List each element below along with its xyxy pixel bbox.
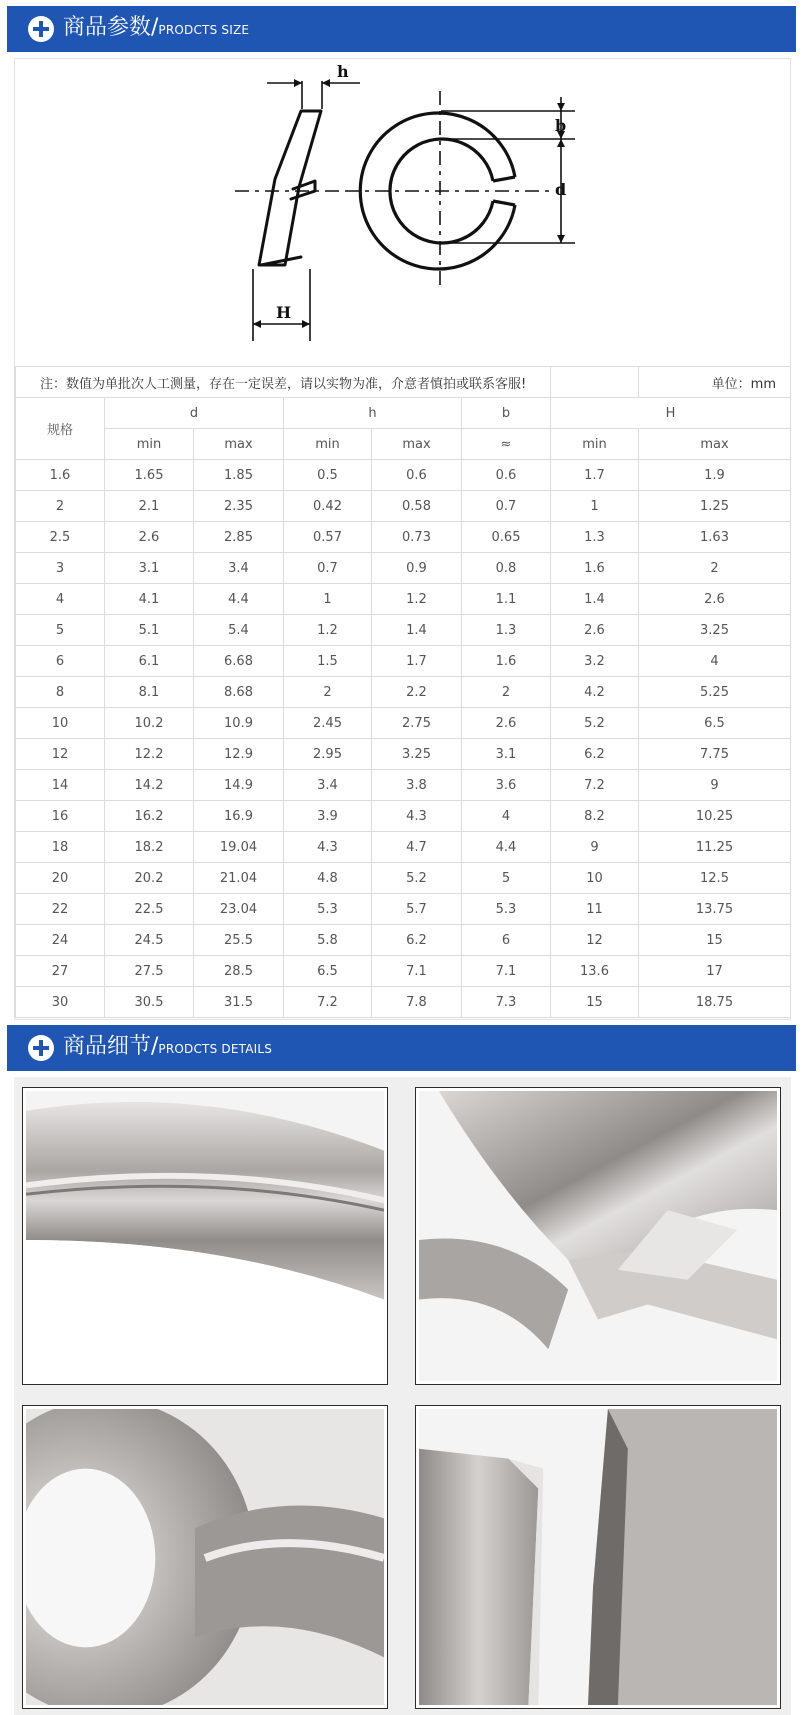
header-group-d: d <box>105 398 284 429</box>
detail-photo-1 <box>22 1087 388 1385</box>
detail-photo-2 <box>415 1087 781 1385</box>
cell-h-max: 1.7 <box>372 646 462 677</box>
cell-h-max: 3.25 <box>372 739 462 770</box>
cell-b-approx: 7.1 <box>462 956 551 987</box>
table-row <box>16 956 791 987</box>
section-title <box>63 1033 272 1063</box>
cell-d-min: 14.2 <box>105 770 194 801</box>
subheader-b-approx: ≈ <box>462 429 551 460</box>
cell-d-max: 25.5 <box>194 925 284 956</box>
cell-spec: 2.5 <box>16 522 105 553</box>
header-spec: 规格 <box>16 398 105 460</box>
table-row <box>16 925 791 956</box>
plus-circle-icon <box>28 16 54 42</box>
cell-d-max: 4.4 <box>194 584 284 615</box>
cell-h-max: 0.6 <box>372 460 462 491</box>
table-row <box>16 708 791 739</box>
cell-d-min: 4.1 <box>105 584 194 615</box>
cell-h-min: 5.8 <box>284 925 372 956</box>
cell-H-max: 9 <box>639 770 791 801</box>
cell-H-min: 5.2 <box>551 708 639 739</box>
table-row <box>16 522 791 553</box>
cell-h-min: 7.2 <box>284 987 372 1018</box>
cell-spec: 4 <box>16 584 105 615</box>
spec-panel <box>14 58 791 1020</box>
cell-H-min: 10 <box>551 863 639 894</box>
note-row <box>16 367 791 398</box>
table-row <box>16 646 791 677</box>
cell-H-min: 9 <box>551 832 639 863</box>
cell-H-max: 12.5 <box>639 863 791 894</box>
cell-H-max: 10.25 <box>639 801 791 832</box>
cell-d-min: 20.2 <box>105 863 194 894</box>
note-text: 注：数值为单批次人工测量，存在一定误差，请以实物为准，介意者慎拍或联系客服! <box>16 367 551 398</box>
table-row <box>16 553 791 584</box>
cell-H-max: 1.9 <box>639 460 791 491</box>
cell-d-min: 18.2 <box>105 832 194 863</box>
cell-d-max: 2.85 <box>194 522 284 553</box>
cell-d-min: 3.1 <box>105 553 194 584</box>
cell-spec: 12 <box>16 739 105 770</box>
cell-h-max: 7.1 <box>372 956 462 987</box>
cell-H-max: 4 <box>639 646 791 677</box>
cell-b-approx: 1.3 <box>462 615 551 646</box>
table-row <box>16 677 791 708</box>
cell-h-max: 5.2 <box>372 863 462 894</box>
washer-dimension-diagram <box>15 59 790 366</box>
table-row <box>16 584 791 615</box>
label-h: h <box>337 62 349 81</box>
cell-d-max: 3.4 <box>194 553 284 584</box>
cell-d-min: 1.65 <box>105 460 194 491</box>
cell-H-min: 1.6 <box>551 553 639 584</box>
label-b: b <box>555 116 567 135</box>
section-banner-details <box>7 1025 796 1071</box>
header-group-h: h <box>284 398 462 429</box>
cell-h-min: 3.9 <box>284 801 372 832</box>
cell-b-approx: 1.6 <box>462 646 551 677</box>
cell-h-min: 4.8 <box>284 863 372 894</box>
cell-b-approx: 0.65 <box>462 522 551 553</box>
cell-h-max: 1.4 <box>372 615 462 646</box>
table-row <box>16 491 791 522</box>
cell-h-max: 1.2 <box>372 584 462 615</box>
cell-d-min: 27.5 <box>105 956 194 987</box>
cell-h-min: 0.7 <box>284 553 372 584</box>
cell-b-approx: 3.1 <box>462 739 551 770</box>
cell-h-min: 5.3 <box>284 894 372 925</box>
cell-H-max: 1.63 <box>639 522 791 553</box>
cell-d-max: 12.9 <box>194 739 284 770</box>
cell-h-min: 6.5 <box>284 956 372 987</box>
cell-H-min: 8.2 <box>551 801 639 832</box>
cell-h-min: 2.45 <box>284 708 372 739</box>
cell-h-max: 7.8 <box>372 987 462 1018</box>
cell-h-min: 4.3 <box>284 832 372 863</box>
table-row <box>16 770 791 801</box>
cell-h-min: 3.4 <box>284 770 372 801</box>
cell-H-min: 1 <box>551 491 639 522</box>
cell-H-max: 2 <box>639 553 791 584</box>
cell-d-max: 21.04 <box>194 863 284 894</box>
cell-H-min: 11 <box>551 894 639 925</box>
cell-d-min: 10.2 <box>105 708 194 739</box>
cell-h-min: 1.5 <box>284 646 372 677</box>
cell-d-max: 10.9 <box>194 708 284 739</box>
cell-d-max: 2.35 <box>194 491 284 522</box>
cell-d-min: 16.2 <box>105 801 194 832</box>
cell-b-approx: 5 <box>462 863 551 894</box>
cell-b-approx: 2.6 <box>462 708 551 739</box>
section-banner-size <box>7 6 796 52</box>
cell-d-max: 1.85 <box>194 460 284 491</box>
cell-H-max: 15 <box>639 925 791 956</box>
section-title-main: 商品细节/ <box>63 1034 159 1059</box>
cell-H-max: 2.6 <box>639 584 791 615</box>
cell-d-min: 24.5 <box>105 925 194 956</box>
cell-b-approx: 5.3 <box>462 894 551 925</box>
cell-d-max: 16.9 <box>194 801 284 832</box>
cell-H-min: 3.2 <box>551 646 639 677</box>
cell-spec: 5 <box>16 615 105 646</box>
cell-b-approx: 1.1 <box>462 584 551 615</box>
cell-H-min: 13.6 <box>551 956 639 987</box>
plus-circle-icon <box>28 1035 54 1061</box>
cell-b-approx: 3.6 <box>462 770 551 801</box>
cell-d-min: 6.1 <box>105 646 194 677</box>
cell-d-max: 23.04 <box>194 894 284 925</box>
cell-b-approx: 2 <box>462 677 551 708</box>
detail-photo-4 <box>415 1405 781 1709</box>
cell-h-max: 6.2 <box>372 925 462 956</box>
cell-h-min: 0.57 <box>284 522 372 553</box>
spec-table <box>15 366 791 1018</box>
table-row <box>16 615 791 646</box>
cell-spec: 6 <box>16 646 105 677</box>
label-d: d <box>555 180 567 199</box>
cell-H-min: 12 <box>551 925 639 956</box>
cell-d-min: 8.1 <box>105 677 194 708</box>
cell-H-min: 6.2 <box>551 739 639 770</box>
cell-H-max: 11.25 <box>639 832 791 863</box>
subheader-H-max: max <box>639 429 791 460</box>
cell-h-max: 0.9 <box>372 553 462 584</box>
cell-spec: 14 <box>16 770 105 801</box>
cell-d-max: 14.9 <box>194 770 284 801</box>
cell-spec: 3 <box>16 553 105 584</box>
header-group-b: b <box>462 398 551 429</box>
subheader-d-min: min <box>105 429 194 460</box>
cell-h-min: 2 <box>284 677 372 708</box>
cell-spec: 27 <box>16 956 105 987</box>
header-row-groups <box>16 398 791 429</box>
detail-photos <box>14 1077 791 1715</box>
subheader-d-max: max <box>194 429 284 460</box>
cell-H-max: 3.25 <box>639 615 791 646</box>
cell-h-max: 2.2 <box>372 677 462 708</box>
cell-d-max: 5.4 <box>194 615 284 646</box>
header-row-sub <box>16 429 791 460</box>
cell-d-max: 28.5 <box>194 956 284 987</box>
cell-spec: 8 <box>16 677 105 708</box>
cell-H-min: 4.2 <box>551 677 639 708</box>
note-spacer <box>551 367 639 398</box>
cell-h-max: 4.3 <box>372 801 462 832</box>
cell-d-min: 5.1 <box>105 615 194 646</box>
cell-b-approx: 0.7 <box>462 491 551 522</box>
cell-d-min: 2.1 <box>105 491 194 522</box>
cell-h-max: 2.75 <box>372 708 462 739</box>
cell-b-approx: 6 <box>462 925 551 956</box>
cell-H-max: 6.5 <box>639 708 791 739</box>
cell-h-max: 0.58 <box>372 491 462 522</box>
cell-spec: 1.6 <box>16 460 105 491</box>
cell-H-min: 1.7 <box>551 460 639 491</box>
table-row <box>16 863 791 894</box>
label-H: H <box>276 303 292 322</box>
table-row <box>16 739 791 770</box>
cell-h-min: 2.95 <box>284 739 372 770</box>
table-row <box>16 832 791 863</box>
cell-spec: 18 <box>16 832 105 863</box>
cell-h-min: 0.42 <box>284 491 372 522</box>
cell-spec: 22 <box>16 894 105 925</box>
cell-d-min: 2.6 <box>105 522 194 553</box>
cell-d-max: 19.04 <box>194 832 284 863</box>
cell-spec: 20 <box>16 863 105 894</box>
subheader-h-min: min <box>284 429 372 460</box>
table-row <box>16 894 791 925</box>
cell-h-max: 3.8 <box>372 770 462 801</box>
cell-d-max: 8.68 <box>194 677 284 708</box>
cell-b-approx: 0.6 <box>462 460 551 491</box>
cell-H-min: 1.3 <box>551 522 639 553</box>
cell-H-max: 1.25 <box>639 491 791 522</box>
cell-H-max: 7.75 <box>639 739 791 770</box>
table-row <box>16 801 791 832</box>
cell-d-min: 30.5 <box>105 987 194 1018</box>
cell-h-max: 4.7 <box>372 832 462 863</box>
unit-text: 单位：mm <box>639 367 791 398</box>
cell-H-max: 13.75 <box>639 894 791 925</box>
cell-h-max: 0.73 <box>372 522 462 553</box>
cell-H-max: 18.75 <box>639 987 791 1018</box>
cell-h-min: 1 <box>284 584 372 615</box>
cell-h-max: 5.7 <box>372 894 462 925</box>
table-row <box>16 460 791 491</box>
cell-spec: 30 <box>16 987 105 1018</box>
section-title-sub: PRODCTS DETAILS <box>158 1042 273 1056</box>
section-title <box>63 14 249 44</box>
cell-H-min: 7.2 <box>551 770 639 801</box>
cell-H-max: 5.25 <box>639 677 791 708</box>
cell-d-min: 12.2 <box>105 739 194 770</box>
cell-h-min: 1.2 <box>284 615 372 646</box>
subheader-H-min: min <box>551 429 639 460</box>
cell-spec: 16 <box>16 801 105 832</box>
cell-H-max: 17 <box>639 956 791 987</box>
cell-b-approx: 7.3 <box>462 987 551 1018</box>
cell-b-approx: 4.4 <box>462 832 551 863</box>
cell-b-approx: 0.8 <box>462 553 551 584</box>
header-group-H: H <box>551 398 791 429</box>
cell-H-min: 2.6 <box>551 615 639 646</box>
table-row <box>16 987 791 1018</box>
cell-H-min: 1.4 <box>551 584 639 615</box>
detail-photo-3 <box>22 1405 388 1709</box>
cell-d-min: 22.5 <box>105 894 194 925</box>
cell-H-min: 15 <box>551 987 639 1018</box>
section-title-sub: PRODCTS SIZE <box>158 23 250 37</box>
subheader-h-max: max <box>372 429 462 460</box>
cell-b-approx: 4 <box>462 801 551 832</box>
cell-d-max: 31.5 <box>194 987 284 1018</box>
section-title-main: 商品参数/ <box>63 15 159 40</box>
cell-spec: 24 <box>16 925 105 956</box>
cell-spec: 10 <box>16 708 105 739</box>
cell-d-max: 6.68 <box>194 646 284 677</box>
cell-h-min: 0.5 <box>284 460 372 491</box>
cell-spec: 2 <box>16 491 105 522</box>
